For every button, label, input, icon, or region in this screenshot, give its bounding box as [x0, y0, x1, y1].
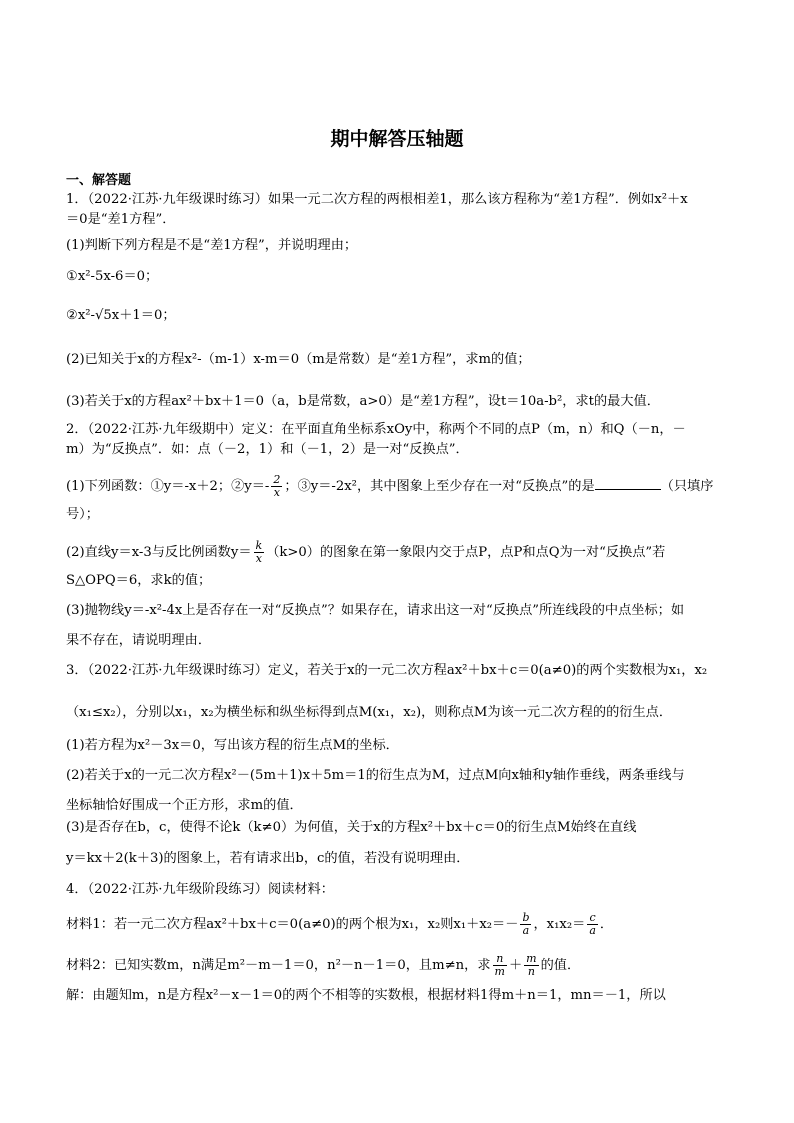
q1-part1-eq1: ①x²-5x-6＝0；	[66, 269, 159, 284]
fraction-m-over-n: $\frac{m}{n}$	[526, 952, 537, 978]
q3-part2-line1: (2)若关于x的一元二次方程x²－(5m＋1)x＋5m＝1的衍生点为M，过点M向x轴和y轴作垂线，两条垂线与	[66, 768, 685, 783]
fraction-n-over-m: $\frac{n}{m}$	[494, 952, 505, 978]
q2-part2-cont: S△OPQ＝6，求k的值；	[66, 573, 212, 588]
q2-part1: (1)下列函数：①y＝-x＋2；②y＝- $\frac{2}{x}$ ；③y＝-2x²，其中图象上至少存在一对“反换点”的是 （只填序	[66, 473, 714, 499]
q2-stem-line1: 2．（2022·江苏·九年级期中）定义：在平面直角坐标系xOy中，称两个不同的点P（m，n）和Q（－n，－	[66, 422, 686, 437]
fraction-c-over-a: $\frac{c}{a}$	[589, 911, 596, 937]
q3-part2-line2: 坐标轴恰好围成一个正方形，求m的值．	[66, 798, 303, 813]
q2-stem-line2: m）为“反换点”．如：点（－2，1）和（－1，2）是一对“反换点”．	[66, 442, 469, 457]
q1-part1: (1)判断下列方程是不是“差1方程”，并说明理由；	[66, 238, 358, 253]
q4-material1: 材料1：若一元二次方程ax²＋bx＋c＝0(a≠0)的两个根为x₁，x₂则x₁＋x₂＝－ $\frac{b}{a}$ ，x₁x₂＝ $\frac{c}{a}$ ．	[66, 911, 614, 937]
q4-stem: 4．（2022·江苏·九年级阶段练习）阅读材料：	[66, 882, 334, 897]
q1-stem-line1: 1．（2022·江苏·九年级课时练习）如果一元二次方程的两根相差1，那么该方程称为“差1方程”．例如x²＋x	[66, 192, 688, 207]
page-title: 期中解答压轴题	[330, 128, 464, 150]
q2-part3-line2: 果不存在，请说明理由．	[66, 633, 212, 648]
q1-part2: (2)已知关于x的方程x²-（m-1）x-m＝0（m是常数）是“差1方程”，求m的值；	[66, 352, 531, 367]
q1-stem-line2: ＝0是“差1方程”．	[66, 212, 176, 227]
q2-part2: (2)直线y＝x-3与反比例函数y＝ $\frac{k}{x}$ （k>0）的图象在第一象限内交于点P，点P和点Q为一对“反换点”若	[66, 539, 666, 565]
q2-part3-line1: (3)抛物线y＝-x²-4x上是否存在一对“反换点”？如果存在，请求出这一对“反换点”所连线段的中点坐标；如	[66, 603, 685, 618]
q2-part1-cont: 号）；	[66, 507, 99, 522]
section-heading: 一、解答题	[66, 173, 132, 188]
q4-material2: 材料2：已知实数m，n满足m²－m－1＝0，n²－n－1＝0，且m≠n，求 $\frac{n}{m}$ ＋ $\frac{m}{n}$ 的值．	[66, 952, 581, 978]
q3-part3-line2: y＝kx＋2(k＋3)的图象上，若有请求出b，c的值，若没有说明理由．	[66, 851, 470, 866]
fraction-k-over-x: $\frac{k}{x}$	[255, 539, 263, 565]
fraction-2-over-x: $\frac{2}{x}$	[273, 473, 281, 499]
q4-solution: 解：由题知m，n是方程x²－x－1＝0的两个不相等的实数根，根据材料1得m＋n＝1，mn＝－1，所以	[66, 988, 666, 1003]
q1-part1-eq2: ②x²-√5x＋1＝0；	[66, 308, 176, 323]
fraction-b-over-a: $\frac{b}{a}$	[522, 911, 530, 937]
q3-stem-line2: （x₁≤x₂），分别以x₁，x₂为横坐标和纵坐标得到点M(x₁，x₂)，则称点M为该一元二次方程的的衍生点．	[66, 705, 673, 720]
q1-part3: (3)若关于x的方程ax²＋bx＋1＝0（a，b是常数，a>0）是“差1方程”，设t＝10a-b²，求t的最大值．	[66, 394, 660, 409]
q3-stem-line1: 3．（2022·江苏·九年级课时练习）定义，若关于x的一元二次方程ax²＋bx＋c＝0(a≠0)的两个实数根为x₁，x₂	[66, 663, 708, 678]
answer-blank[interactable]	[595, 476, 661, 490]
q3-part3-line1: (3)是否存在b，c，使得不论k（k≠0）为何值，关于x的方程x²＋bx＋c＝0的衍生点M始终在直线	[66, 820, 637, 835]
q3-part1: (1)若方程为x²－3x＝0，写出该方程的衍生点M的坐标．	[66, 738, 399, 753]
